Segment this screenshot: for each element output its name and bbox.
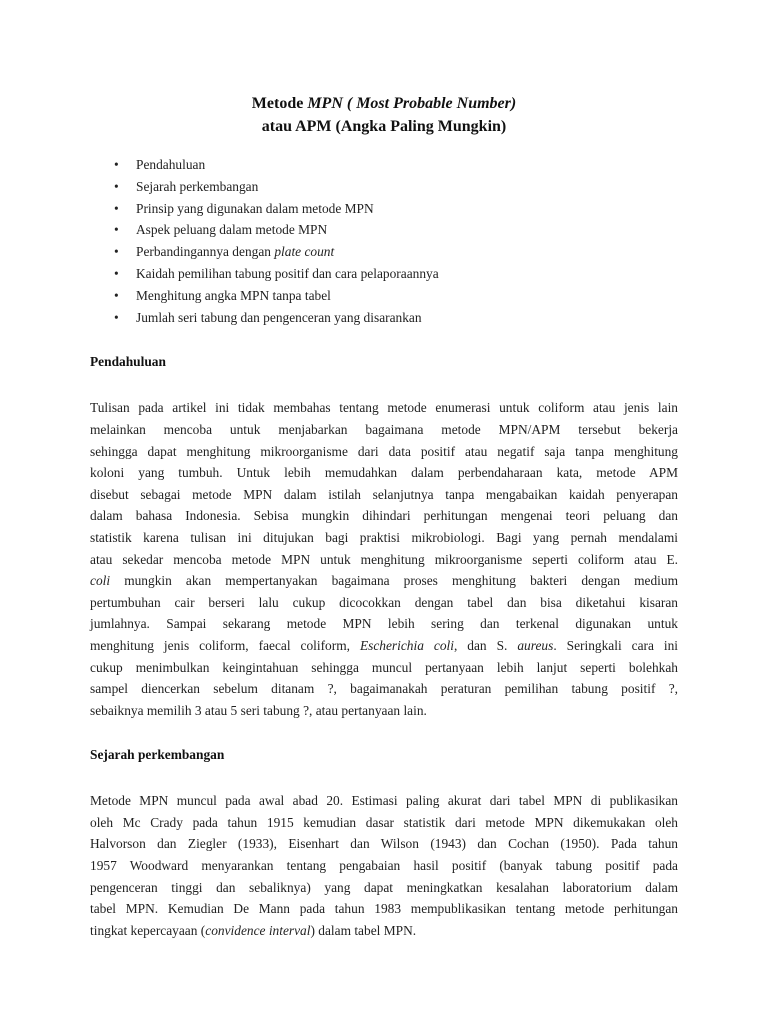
bullet-icon: • xyxy=(114,200,119,216)
paragraph-line: Tulisan pada artikel ini tidak membahas tentang metode enumerasi untuk coliform atau jenis lain xyxy=(90,400,678,416)
paragraph-line: dalam bahasa Indonesia. Sebisa mungkin dihindari perhitungan mengenai teori peluang dan xyxy=(90,508,678,524)
bullet-icon: • xyxy=(114,287,119,303)
bullet-icon: • xyxy=(114,157,119,172)
paragraph-line: cukup menimbulkan keingintahuan sehingga muncul pertanyaan lebih lanjut seperti bolehkah xyxy=(90,659,678,675)
title-subtitle: atau APM (Angka Paling Mungkin) xyxy=(261,118,507,135)
document-title xyxy=(90,92,678,138)
toc-item: • Pendahuluan xyxy=(90,154,678,176)
bullet-icon: • xyxy=(114,222,119,238)
paragraph-line: 1957 Woodward menyarankan tentang pengabaian hasil positif (banyak tabung positif pada xyxy=(90,858,678,874)
paragraph-line: jumlahnya. Sampai sekarang metode MPN lebih sering dan terkenal digunakan untuk xyxy=(90,616,678,632)
paragraph-line: atau sekedar mencoba metode MPN untuk menghitung mikroorganisme seperti coliform atau E. xyxy=(90,551,678,567)
paragraph-line: coli mungkin akan mempertanyakan bagaimana proses menghitung bakteri dengan medium xyxy=(90,573,678,589)
paragraph-line: disebut sebagai metode MPN dalam istilah selanjutnya tanpa mengabaikan kaidah penyerapan xyxy=(90,486,678,502)
paragraph-line: sehingga dapat menghitung mikroorganisme dari data positif atau negatif saja tanpa menghitung xyxy=(90,443,678,459)
toc-item: • Kaidah pemilihan tabung positif dan cara pelaporaannya xyxy=(90,263,678,285)
toc-item: • Sejarah perkembangan xyxy=(90,176,678,198)
section-paragraph-sejarah xyxy=(90,790,678,941)
bullet-icon: • xyxy=(114,244,119,260)
toc-item: • Menghitung angka MPN tanpa tabel xyxy=(90,285,678,307)
paragraph-line: tabel MPN. Kemudian De Mann pada tahun 1983 mempublikasikan tentang metode perhitungan xyxy=(90,901,678,917)
paragraph-line: Halvorson dan Ziegler (1933), Eisenhart dan Wilson (1943) dan Cochan (1950). Pada tahun xyxy=(90,836,678,852)
paragraph-line: pertumbuhan cair berseri lalu cukup dicocokkan dengan tabel dan bisa diketahui kisaran xyxy=(90,594,678,610)
paragraph-line: Metode MPN muncul pada awal abad 20. Estimasi paling akurat dari tabel MPN di publikasikan xyxy=(90,793,678,809)
section-heading-pendahuluan: Pendahuluan xyxy=(90,354,166,370)
toc-item: • Jumlah seri tabung dan pengenceran yang disarankan xyxy=(90,307,678,329)
paragraph-line: koloni yang tumbuh. Untuk lebih memudahkan dalam perbendaharaan kata, metode APM xyxy=(90,465,678,481)
paragraph-line: oleh Mc Crady pada tahun 1915 kemudian dasar statistik dari metode MPN dikemukakan oleh xyxy=(90,814,678,830)
paragraph-line: sebaiknya memilih 3 atau 5 seri tabung ?, atau pertanyaan lain. xyxy=(90,702,427,718)
bullet-icon: • xyxy=(114,265,119,281)
paragraph-line: tingkat kepercayaan (convidence interval) dalam tabel MPN. xyxy=(90,922,417,938)
document-page xyxy=(90,92,678,941)
toc-item: • Prinsip yang digunakan dalam metode MPN xyxy=(90,198,678,220)
paragraph-line: pengenceran tinggi dan sebaliknya) yang dapat meningkatkan kesalahan laboratorium dalam xyxy=(90,879,678,895)
title-italic: MPN ( Most Probable Number) xyxy=(307,95,517,112)
title-prefix: Metode xyxy=(251,95,308,112)
bullet-icon: • xyxy=(114,309,119,325)
toc-item: • Perbandingannya dengan plate count xyxy=(90,241,678,263)
table-of-contents xyxy=(90,154,678,328)
section-paragraph-pendahuluan xyxy=(90,397,678,721)
paragraph-line: menghitung jenis coliform, faecal coliform, Escherichia coli, dan S. aureus. Seringkali cara ini xyxy=(90,637,679,653)
toc-item: • Aspek peluang dalam metode MPN xyxy=(90,219,678,241)
section-heading-sejarah: Sejarah perkembangan xyxy=(90,747,225,763)
paragraph-line: sampel diencerkan sebelum ditanam ?, bagaimanakah peraturan pemilihan tabung positif ?, xyxy=(90,681,678,697)
bullet-icon: • xyxy=(114,178,119,194)
paragraph-line: melainkan mencoba untuk menjabarkan bagaimana metode MPN/APM tersebut bekerja xyxy=(90,421,678,437)
paragraph-line: statistik karena tulisan ini ditujukan bagi praktisi mikrobiologi. Bagi yang pernah mendalami xyxy=(90,529,678,545)
